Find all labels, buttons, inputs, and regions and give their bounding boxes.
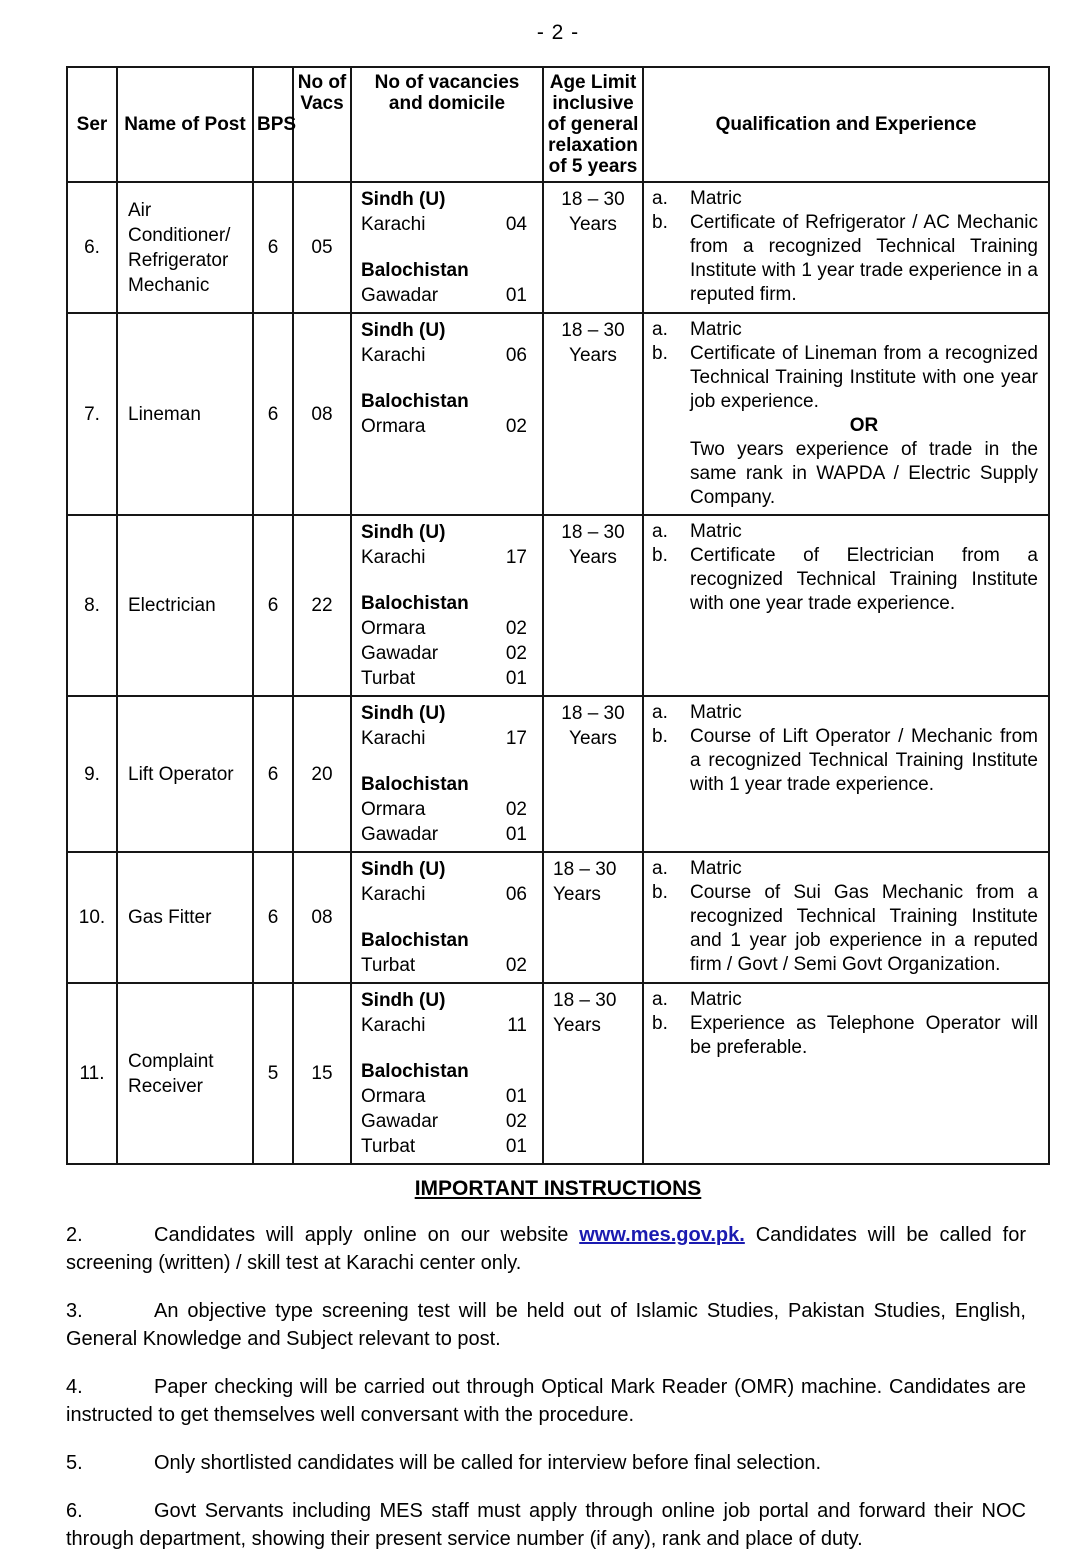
domicile-place-row [361, 822, 527, 847]
domicile-place-name: Ormara [361, 1086, 426, 1107]
domicile-place-row [361, 343, 527, 368]
domicile-place-name: Gawadar [361, 824, 439, 845]
qualification-item-text: Course of Sui Gas Mechanic from a recognized Technical Training Institute and 1 year job experience in a reputed firm / Govt / Semi Govt Organization. [690, 882, 1038, 975]
instruction-item [66, 1221, 1026, 1277]
domicile-place-name: Karachi [361, 884, 426, 905]
domicile-group [361, 258, 527, 308]
cell-post-name: Air Conditioner/ Refrigerator Mechanic [117, 182, 253, 313]
qualification-item-text: Matric [690, 319, 742, 340]
instruction-number: 2. [66, 1224, 83, 1246]
cell-domicile [351, 983, 543, 1164]
qualification-item-body [690, 342, 1038, 510]
domicile-place-count: 04 [505, 214, 527, 235]
domicile-region: Sindh (U) [361, 522, 446, 543]
instruction-text: Candidates will apply online on our website [154, 1224, 580, 1246]
domicile-place-row [361, 283, 527, 308]
qualification-item-body [690, 318, 1038, 342]
domicile-group [361, 772, 527, 847]
cell-post-name: Lift Operator [117, 696, 253, 852]
qualification-item-text: Matric [690, 188, 742, 209]
age-unit: Years [569, 345, 617, 366]
qualification-item-label: a. [652, 319, 668, 340]
domicile-place-count: 01 [505, 1136, 527, 1157]
mes-website-link[interactable]: www.mes.gov.pk. [579, 1224, 745, 1246]
table-row [67, 182, 1049, 313]
domicile-group [361, 389, 527, 439]
domicile-region: Sindh (U) [361, 703, 446, 724]
qualification-item-text: Course of Lift Operator / Mechanic from a recognized Technical Training Institute with 1 year trade experience. [690, 726, 1038, 795]
cell-domicile [351, 852, 543, 983]
cell-post-name: Gas Fitter [117, 852, 253, 983]
or-divider: OR [849, 415, 879, 436]
age-unit: Years [569, 214, 617, 235]
cell-no-of-vacs: 05 [293, 182, 351, 313]
qualification-item-label: b. [652, 545, 668, 566]
age-range: 18 – 30 [561, 703, 625, 724]
qualification-item-label: b. [652, 726, 668, 747]
table-row [67, 515, 1049, 696]
cell-bps: 5 [253, 983, 293, 1164]
domicile-place-name: Turbat [361, 1136, 416, 1157]
domicile-place-row [361, 1084, 527, 1109]
domicile-place-count: 06 [505, 345, 527, 366]
domicile-region: Balochistan [361, 1061, 469, 1082]
qualification-item-body [690, 701, 1038, 725]
cell-no-of-vacs: 08 [293, 313, 351, 515]
domicile-place-count: 02 [505, 1111, 527, 1132]
domicile-region: Sindh (U) [361, 189, 446, 210]
qualification-item [652, 544, 1038, 616]
domicile-region: Balochistan [361, 930, 469, 951]
cell-age-limit [543, 313, 643, 515]
cell-serial: 9. [67, 696, 117, 852]
instruction-text: An objective type screening test will be held out of Islamic Studies, Pakistan Studies, English, General Knowledge and Subject relevant to post. [66, 1300, 1026, 1350]
qualification-item-label: b. [652, 343, 668, 364]
qualification-item [652, 701, 1038, 725]
header-qualification: Qualification and Experience [643, 67, 1049, 182]
domicile-place-count: 02 [505, 643, 527, 664]
cell-qualification [643, 515, 1049, 696]
vacancy-table-body [67, 182, 1049, 1164]
qualification-item-text: Certificate of Lineman from a recognized Technical Training Institute with one year job experience. [690, 343, 1038, 412]
cell-no-of-vacs: 20 [293, 696, 351, 852]
age-range: 18 – 30 [553, 990, 617, 1011]
instruction-text: Candidates will be called for screening (written) / skill test at Karachi center only. [66, 1224, 1026, 1274]
qualification-item [652, 342, 1038, 510]
domicile-place-name: Ormara [361, 799, 426, 820]
domicile-place-count: 01 [505, 824, 527, 845]
qualification-item-body [690, 988, 1038, 1012]
qualification-item [652, 881, 1038, 977]
cell-age-limit [543, 696, 643, 852]
qualification-item-text: Matric [690, 521, 742, 542]
domicile-place-name: Ormara [361, 416, 426, 437]
vacancy-table [66, 66, 1050, 1165]
header-ser: Ser [67, 67, 117, 182]
cell-serial: 11. [67, 983, 117, 1164]
domicile-place-row [361, 666, 527, 691]
table-row [67, 983, 1049, 1164]
qualification-item [652, 211, 1038, 307]
cell-domicile [351, 313, 543, 515]
instructions-title: IMPORTANT INSTRUCTIONS [414, 1177, 702, 1200]
age-range: 18 – 30 [561, 189, 625, 210]
header-name-of-post: Name of Post [117, 67, 253, 182]
header-bps: BPS [253, 67, 293, 182]
domicile-group [361, 318, 527, 368]
domicile-place-count: 02 [505, 416, 527, 437]
domicile-place-row [361, 641, 527, 666]
domicile-place-name: Karachi [361, 1015, 426, 1036]
cell-bps: 6 [253, 696, 293, 852]
qualification-item-body [690, 520, 1038, 544]
domicile-group [361, 701, 527, 751]
cell-bps: 6 [253, 515, 293, 696]
domicile-region: Balochistan [361, 260, 469, 281]
cell-post-name: Lineman [117, 313, 253, 515]
qualification-item-label: a. [652, 858, 668, 879]
cell-domicile [351, 696, 543, 852]
instruction-number: 5. [66, 1452, 83, 1474]
qualification-item-label: b. [652, 882, 668, 903]
domicile-place-row [361, 545, 527, 570]
instruction-item [66, 1297, 1026, 1353]
domicile-place-name: Karachi [361, 345, 426, 366]
header-vacancies-domicile-label: No of vacancies and domicile [374, 72, 520, 114]
instruction-text: Govt Servants including MES staff must apply through online job portal and forward their NOC through department, showing their present service number (if any), rank and place of duty. [66, 1500, 1026, 1550]
age-unit: Years [553, 884, 601, 905]
cell-post-name: Electrician [117, 515, 253, 696]
domicile-region: Balochistan [361, 391, 469, 412]
domicile-place-row [361, 797, 527, 822]
cell-qualification [643, 696, 1049, 852]
domicile-group [361, 857, 527, 907]
qualification-item-label: a. [652, 521, 668, 542]
qualification-item [652, 725, 1038, 797]
cell-qualification [643, 182, 1049, 313]
domicile-group [361, 988, 527, 1038]
cell-qualification [643, 313, 1049, 515]
qualification-item-body [690, 211, 1038, 307]
cell-age-limit [543, 515, 643, 696]
domicile-place-count: 11 [507, 1015, 527, 1036]
domicile-region: Balochistan [361, 593, 469, 614]
domicile-place-count: 02 [505, 799, 527, 820]
domicile-region: Sindh (U) [361, 990, 446, 1011]
instruction-number: 6. [66, 1500, 83, 1522]
qualification-item [652, 1012, 1038, 1060]
cell-domicile [351, 182, 543, 313]
instructions-list [66, 1221, 1050, 1553]
domicile-place-row [361, 882, 527, 907]
cell-post-name: Complaint Receiver [117, 983, 253, 1164]
cell-domicile [351, 515, 543, 696]
qualification-item [652, 857, 1038, 881]
qualification-item-label: a. [652, 702, 668, 723]
table-row [67, 852, 1049, 983]
domicile-place-name: Gawadar [361, 643, 439, 664]
domicile-place-name: Turbat [361, 668, 416, 689]
instruction-text: Only shortlisted candidates will be called for interview before final selection. [154, 1452, 822, 1474]
domicile-place-count: 06 [505, 884, 527, 905]
domicile-place-row [361, 1013, 527, 1038]
qualification-item-text: Experience as Telephone Operator will be preferable. [690, 1013, 1038, 1058]
table-header-row [67, 67, 1049, 182]
header-age-limit: Age Limit inclusive of general relaxation of 5 years [543, 67, 643, 182]
domicile-group [361, 928, 527, 978]
instruction-number: 3. [66, 1300, 83, 1322]
domicile-place-name: Karachi [361, 728, 426, 749]
header-no-of-vacs: No of Vacs [293, 67, 351, 182]
domicile-place-name: Turbat [361, 955, 416, 976]
cell-serial: 7. [67, 313, 117, 515]
page-number: - 2 - [536, 21, 580, 44]
qualification-item [652, 988, 1038, 1012]
domicile-place-count: 17 [505, 547, 527, 568]
domicile-place-count: 17 [505, 728, 527, 749]
domicile-place-name: Gawadar [361, 1111, 439, 1132]
domicile-region: Sindh (U) [361, 859, 446, 880]
domicile-place-name: Gawadar [361, 285, 439, 306]
table-row [67, 313, 1049, 515]
table-row [67, 696, 1049, 852]
cell-serial: 8. [67, 515, 117, 696]
domicile-place-count: 01 [505, 668, 527, 689]
domicile-place-row [361, 953, 527, 978]
domicile-place-row [361, 414, 527, 439]
domicile-place-name: Ormara [361, 618, 426, 639]
domicile-place-row [361, 1134, 527, 1159]
qualification-item-body [690, 881, 1038, 977]
domicile-place-row [361, 616, 527, 641]
age-unit: Years [569, 728, 617, 749]
domicile-group [361, 520, 527, 570]
cell-bps: 6 [253, 852, 293, 983]
instruction-number: 4. [66, 1376, 83, 1398]
domicile-place-name: Karachi [361, 214, 426, 235]
age-unit: Years [553, 1015, 601, 1036]
domicile-group [361, 187, 527, 237]
cell-qualification [643, 983, 1049, 1164]
qualification-item-body [690, 1012, 1038, 1060]
domicile-group [361, 1059, 527, 1159]
domicile-place-row [361, 1109, 527, 1134]
qualification-item-text: Matric [690, 858, 742, 879]
instruction-item [66, 1497, 1026, 1553]
cell-serial: 10. [67, 852, 117, 983]
cell-age-limit [543, 983, 643, 1164]
cell-age-limit [543, 852, 643, 983]
qualification-item-text: Matric [690, 702, 742, 723]
qualification-item [652, 318, 1038, 342]
cell-serial: 6. [67, 182, 117, 313]
qualification-item-body [690, 725, 1038, 797]
instruction-item [66, 1449, 1026, 1477]
qualification-item-label: a. [652, 989, 668, 1010]
instruction-item [66, 1373, 1026, 1429]
domicile-region: Sindh (U) [361, 320, 446, 341]
domicile-place-count: 01 [505, 1086, 527, 1107]
qualification-item-text: Two years experience of trade in the same rank in WAPDA / Electric Supply Company. [690, 439, 1038, 508]
age-unit: Years [569, 547, 617, 568]
cell-no-of-vacs: 08 [293, 852, 351, 983]
qualification-item-body [690, 187, 1038, 211]
qualification-item-body [690, 544, 1038, 616]
qualification-item-body [690, 857, 1038, 881]
age-range: 18 – 30 [561, 320, 625, 341]
qualification-item-text: Certificate of Refrigerator / AC Mechanic from a recognized Technical Training Institute with 1 year trade experience in a reputed firm. [690, 212, 1038, 305]
domicile-place-row [361, 212, 527, 237]
instruction-text: Paper checking will be carried out through Optical Mark Reader (OMR) machine. Candidates are instructed to get themselves well conversant with the procedure. [66, 1376, 1026, 1426]
qualification-item [652, 520, 1038, 544]
cell-no-of-vacs: 15 [293, 983, 351, 1164]
age-range: 18 – 30 [561, 522, 625, 543]
domicile-place-name: Karachi [361, 547, 426, 568]
qualification-item-label: b. [652, 1013, 668, 1034]
cell-qualification [643, 852, 1049, 983]
qualification-item-label: a. [652, 188, 668, 209]
domicile-place-count: 02 [505, 618, 527, 639]
domicile-region: Balochistan [361, 774, 469, 795]
header-vacancies-domicile [351, 67, 543, 182]
cell-bps: 6 [253, 182, 293, 313]
cell-bps: 6 [253, 313, 293, 515]
cell-no-of-vacs: 22 [293, 515, 351, 696]
cell-age-limit [543, 182, 643, 313]
qualification-item [652, 187, 1038, 211]
qualification-item-text: Certificate of Electrician from a recognized Technical Training Institute with one year trade experience. [690, 545, 1038, 614]
qualification-item-text: Matric [690, 989, 742, 1010]
age-range: 18 – 30 [553, 859, 617, 880]
qualification-item-label: b. [652, 212, 668, 233]
domicile-place-count: 02 [505, 955, 527, 976]
domicile-place-count: 01 [505, 285, 527, 306]
domicile-group [361, 591, 527, 691]
domicile-place-row [361, 726, 527, 751]
